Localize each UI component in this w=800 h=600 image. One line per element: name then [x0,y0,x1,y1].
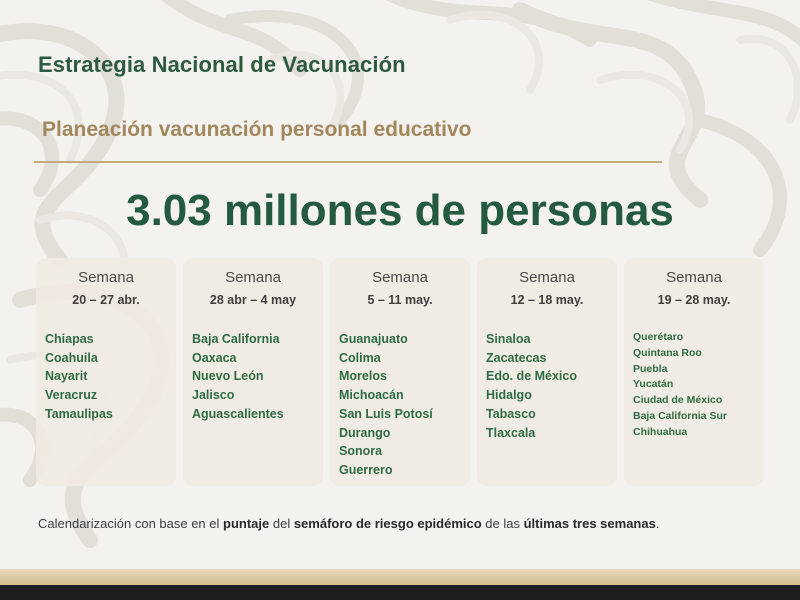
week-label: Semana [78,269,134,286]
state-item: Colima [339,350,381,365]
footnote-text: Calendarización con base en el [38,516,224,531]
state-item: Morelos [339,369,387,384]
state-list [633,330,727,441]
state-item: Veracruz [45,388,98,403]
state-item: Aguascalientes [192,406,284,421]
state-list [486,330,577,442]
page-title: Estrategia Nacional de Vacunación [38,52,406,77]
week-label: Semana [225,269,281,286]
state-item: Chiapas [45,332,94,346]
state-item: Tamaulipas [45,406,113,421]
state-list [192,330,284,424]
state-item: Oaxaca [192,350,237,365]
state-list [339,330,433,480]
week-card-2 [183,258,323,486]
footnote-text: del [269,516,294,531]
state-item: Tlaxcala [486,425,536,440]
state-item: Querétaro [633,331,684,343]
bottom-dark-bar [0,585,800,600]
week-card-3 [330,258,470,486]
week-card-5 [624,258,764,486]
state-item: Puebla [633,362,668,375]
week-label: Semana [372,269,428,286]
week-card-4 [477,258,617,486]
state-item: Sonora [339,444,383,459]
state-item: Yucatán [633,378,674,391]
week-card-1 [36,258,176,486]
footnote-text: . [655,516,660,531]
state-item: Baja California Sur [633,409,727,422]
footnote [38,516,659,531]
state-item: Jalisco [192,388,235,403]
week-range: 28 abr – 4 may [209,293,297,307]
state-item: Zacatecas [486,350,547,365]
state-item: Durango [339,425,391,440]
week-label: Semana [519,269,575,286]
state-item: Guerrero [339,462,393,477]
page-subtitle: Planeación vacunación personal educativo [42,118,472,141]
week-range: 20 – 27 abr. [72,293,140,307]
week-label: Semana [666,269,722,286]
week-range: 19 – 28 may. [657,293,731,307]
state-list [45,330,113,424]
state-item: Guanajuato [339,332,408,346]
week-range: 12 – 18 may. [510,293,584,307]
footnote-bold: semáforo de riesgo epidémico [293,516,482,531]
state-item: Ciudad de México [633,394,723,407]
state-item: Coahuila [45,350,98,365]
footnote-text: de las [481,516,524,531]
state-item: Nayarit [45,369,88,384]
state-item: Sinaloa [486,332,531,346]
divider-line [34,161,662,163]
bottom-gold-stripe [0,569,800,585]
footnote-bold: últimas tres semanas [523,516,656,531]
state-item: San Luis Potosí [339,406,433,421]
state-item: Michoacán [339,388,404,403]
state-item: Tabasco [486,406,536,421]
headline-total: 3.03 millones de personas [126,186,674,235]
state-item: Edo. de México [486,369,577,384]
weeks-schedule [36,258,764,486]
state-item: Baja California [192,332,280,346]
state-item: Hidalgo [486,388,532,403]
footnote-bold: puntaje [223,516,270,531]
state-item: Quintana Roo [633,346,702,359]
week-range: 5 – 11 may. [367,293,433,307]
state-item: Nuevo León [192,369,264,384]
state-item: Chihuahua [633,425,688,438]
